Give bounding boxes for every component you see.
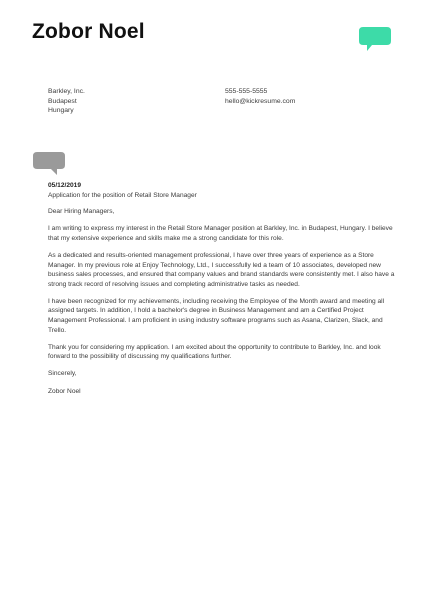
recipient-address <box>48 87 85 116</box>
contact-info <box>225 87 295 106</box>
recipient-company: Barkley, Inc. <box>48 88 85 95</box>
speech-bubble-icon <box>358 26 392 52</box>
paragraph-experience: As a dedicated and results-oriented management professional, I have over three years of experience as a Store Manager. In my previous role at Enjoy Technology, Ltd., I successfully led a team of 10 associates, developed new business sales processes, and ensured that company values and brand standards were consistently met. I also have a strong track record of resolving issues and completing administrative tasks as needed. <box>48 251 395 288</box>
closing: Sincerely, <box>48 370 77 378</box>
letter-body <box>48 181 396 404</box>
applicant-name: Zobor Noel <box>32 20 145 43</box>
salutation: Dear Hiring Managers, <box>48 208 115 216</box>
contact-phone: 555-555-5555 <box>225 88 268 95</box>
paragraph-achievements: I have been recognized for my achievements, including receiving the Employee of the Month award and meeting all assigned targets. In addition, I hold a bachelor's degree in Business Management and am a Certified Project Management Professional. I am proficient in using industry software programs such as Asana, Clarizen, Slack, and Trello. <box>48 297 385 334</box>
recipient-city: Budapest <box>48 97 77 105</box>
paragraph-closing: Thank you for considering my application. I am excited about the opportunity to contribute to Barkley, Inc. and look forward to the possibility of discussing my qualifications further. <box>48 343 381 361</box>
signature: Zobor Noel <box>48 387 81 395</box>
letter-subject: Application for the position of Retail Store Manager <box>48 191 197 199</box>
letter-date: 05/12/2019 <box>48 182 82 189</box>
recipient-country: Hungary <box>48 107 74 115</box>
contact-email: hello@kickresume.com <box>225 97 296 105</box>
paragraph-intro: I am writing to express my interest in the Retail Store Manager position at Barkley, Inc. in Budapest, Hungary. I believe that my extensive experience and skills make me a strong candidate for this role. <box>48 225 393 242</box>
speech-bubble-icon <box>32 151 66 176</box>
